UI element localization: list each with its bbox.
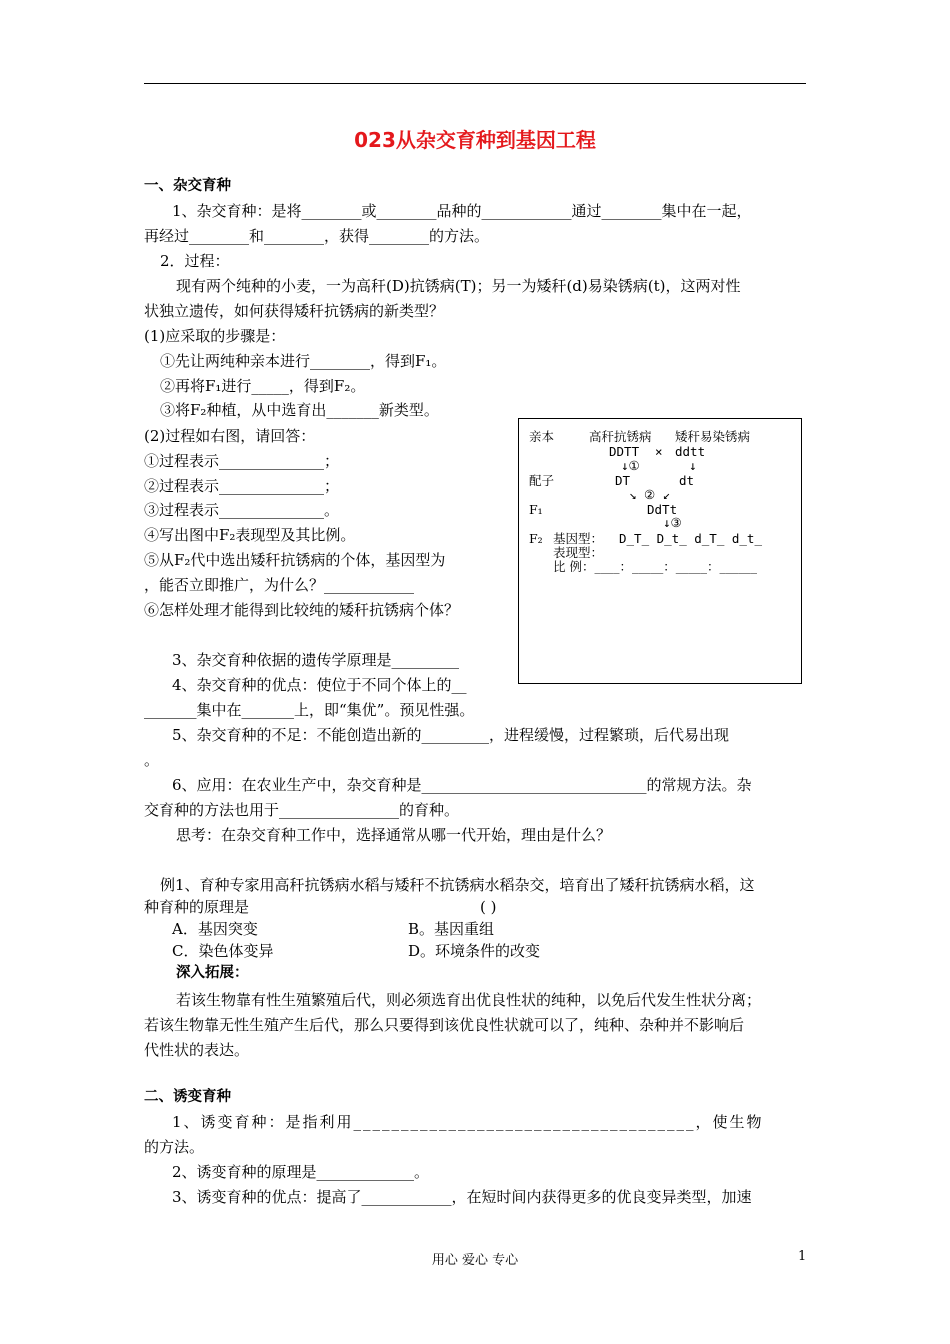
s1-line9: ③将F₂种植，从中选育出_______新类型。 <box>160 401 439 419</box>
extension-line3: 代性状的表达。 <box>144 1041 250 1059</box>
extension-heading: 深入拓展： <box>176 965 249 981</box>
step2-arrows: ↘ ② ↙ <box>629 487 671 502</box>
s1-line16: ，能否立即推广，为什么？____________ <box>144 576 415 594</box>
gamete-label: 配子 <box>529 473 555 488</box>
parent2-genotype: ddtt <box>675 444 706 459</box>
section1-heading: 一、杂交育种 <box>144 178 231 194</box>
option-d: D。环境条件的改变 <box>408 942 541 960</box>
s1-line12: ②过程表示______________； <box>144 477 340 495</box>
s1-line4: 现有两个纯种的小麦，一为高秆(D)抗锈病(T)；另一为矮秆(d)易染锈病(t)，这两对性 <box>176 277 741 295</box>
s1-line15: ⑤从F₂代中选出矮秆抗锈病的个体，基因型为 <box>144 551 446 569</box>
s1-line19: 4、杂交育种的优点：使位于不同个体上的__ <box>172 676 467 694</box>
genotype-label: 基因型： <box>553 531 604 546</box>
option-a: A．基因突变 <box>172 920 258 938</box>
s1-line13: ③过程表示______________。 <box>144 501 340 519</box>
f2-genotypes: D_T_ D_t_ d_T_ d_t_ <box>619 531 762 546</box>
f2-label: F₂ <box>529 531 543 546</box>
s1-line7: ①先让两纯种亲本进行________，得到F₁。 <box>160 352 447 370</box>
s1-line21: 5、杂交育种的不足：不能创造出新的_________，进程缓慢，过程繁琐，后代易出现 <box>172 726 730 744</box>
s1-line23: 6、应用：在农业生产中，杂交育种是______________________________的常规方法。杂 <box>172 776 752 794</box>
header-rule <box>144 83 806 84</box>
footer-motto: 用心 爱心 专心 <box>431 1253 519 1268</box>
f1-genotype: DdTt <box>647 502 678 517</box>
page-title: 023从杂交育种到基因工程 <box>354 128 596 152</box>
gamete1: DT <box>615 473 631 488</box>
example1-line1: 例1、育种专家用高秆抗锈病水稻与矮秆不抗锈病水稻杂交，培育出了矮秆抗锈病水稻，这 <box>160 876 755 894</box>
answer-paren: ( ) <box>480 898 497 916</box>
example1-line2: 种育种的原理是 <box>144 898 250 916</box>
s1-line6: (1)应采取的步骤是： <box>144 327 286 345</box>
s1-line2: 再经过________和________，获得________的方法。 <box>144 227 490 245</box>
s1-line11: ①过程表示______________； <box>144 452 340 470</box>
s1-line25: 思考：在杂交育种工作中，选择通常从哪一代开始，理由是什么？ <box>176 826 612 844</box>
s1-line1: 1、杂交育种：是将________或________品种的____________通过________集中在一起， <box>172 202 752 220</box>
parent1-phenotype: 高秆抗锈病 <box>589 429 652 444</box>
s1-line10: (2)过程如右图，请回答： <box>144 427 316 445</box>
step3-arrow: ↓③ <box>663 515 682 530</box>
option-b: B。基因重组 <box>408 920 495 938</box>
s1-line3: 2．过程： <box>160 252 230 270</box>
s1-line24: 交育种的方法也用于________________的育种。 <box>144 801 460 819</box>
s1-line22: 。 <box>144 751 160 769</box>
parent1-genotype: DDTT <box>609 444 640 459</box>
step1-arrow: ↓① <box>621 458 640 473</box>
parent2-phenotype: 矮秆易染锈病 <box>675 429 751 444</box>
parent-label: 亲本 <box>529 429 555 444</box>
cross-diagram <box>518 418 802 684</box>
f1-label: F₁ <box>529 502 543 517</box>
ratio-line: 比 例：____：_____：_____：______ <box>553 559 757 574</box>
s1-line5: 状独立遗传，如何获得矮秆抗锈病的新类型？ <box>144 302 445 320</box>
extension-line2: 若该生物靠无性生殖产生后代，那么只要得到该优良性状就可以了，纯种、杂种并不影响后 <box>144 1016 745 1034</box>
s2-line3: 2、诱变育种的原理是_____________。 <box>172 1163 430 1181</box>
page-number: 1 <box>798 1249 807 1264</box>
s1-line14: ④写出图中F₂表现型及其比例。 <box>144 526 356 544</box>
s1-line17: ⑥怎样处理才能得到比较纯的矮秆抗锈病个体？ <box>144 601 460 619</box>
gamete2-arrow: ↓ <box>689 458 697 473</box>
cross-symbol: × <box>655 444 663 459</box>
s1-line18: 3、杂交育种依据的遗传学原理是_________ <box>172 651 460 669</box>
s2-line1: 1、诱变育种：是指利用____________________________________，使生物 <box>172 1113 764 1131</box>
phenotype-label: 表现型： <box>553 545 604 560</box>
section2-heading: 二、诱变育种 <box>144 1089 231 1105</box>
s2-line2: 的方法。 <box>144 1138 205 1156</box>
s2-line4: 3、诱变育种的优点：提高了____________，在短时间内获得更多的优良变异类型，加速 <box>172 1188 752 1206</box>
s1-line20: _______集中在_______上，即“集优”。预见性强。 <box>144 701 475 719</box>
gamete2: dt <box>679 473 695 488</box>
s1-line8: ②再将F₁进行_____，得到F₂。 <box>160 377 366 395</box>
extension-line1: 若该生物靠有性生殖繁殖后代，则必须选育出优良性状的纯种，以免后代发生性状分离； <box>176 991 762 1009</box>
option-c: C．染色体变异 <box>172 942 274 960</box>
